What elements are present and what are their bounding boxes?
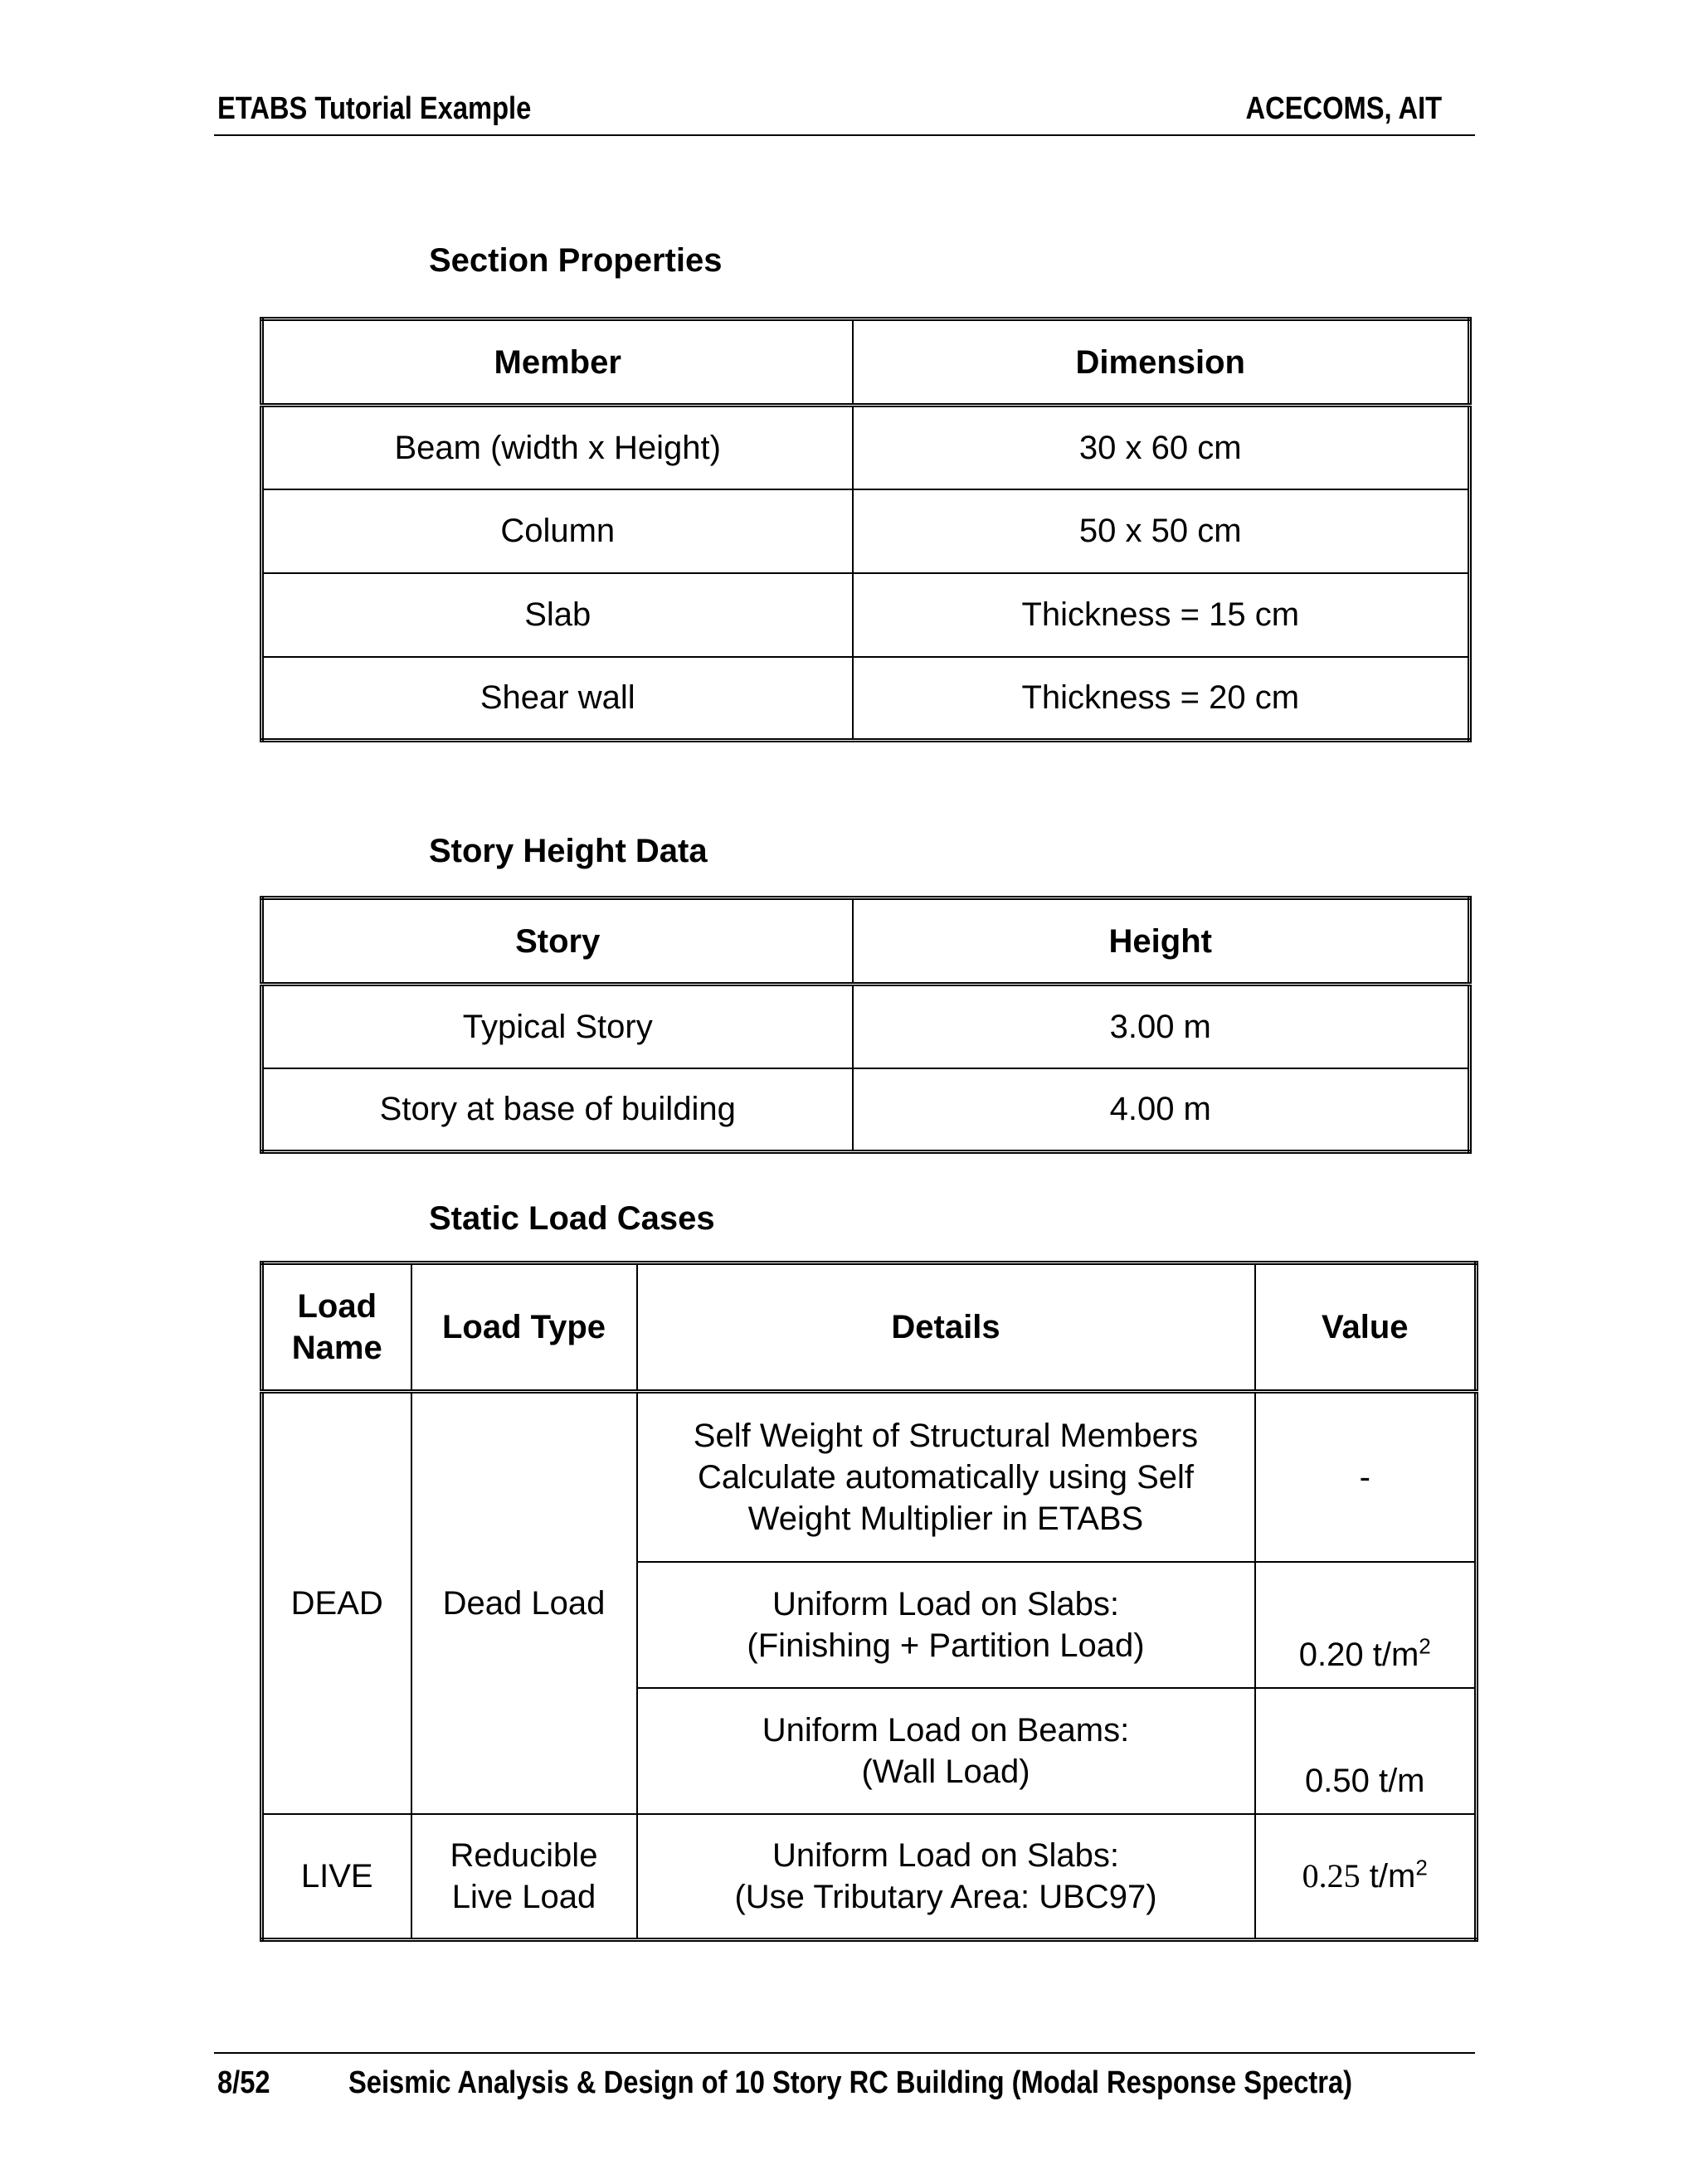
table-row (262, 985, 1470, 1068)
section-properties-title: Section Properties (429, 242, 723, 279)
details-line: (Finishing + Partition Load) (747, 1627, 1145, 1664)
details-line: (Wall Load) (861, 1753, 1030, 1790)
table-row (262, 1392, 1477, 1562)
value-number: 0.25 (1302, 1856, 1361, 1895)
load-name-header-line-1: Load Name (291, 1288, 382, 1366)
details-cell (637, 1814, 1255, 1940)
table-row (262, 1814, 1477, 1940)
details-line: Uniform Load on Slabs: (772, 1585, 1119, 1622)
page-number: 8/52 (217, 2065, 270, 2100)
column-header-dimension: Dimension (853, 319, 1470, 406)
dead-load-type-cell: Dead Load (411, 1392, 637, 1814)
section-properties-table (260, 317, 1472, 742)
load-type-line: Live Load (451, 1878, 596, 1915)
details-line: Self Weight of Structural Members (693, 1417, 1199, 1454)
static-load-cases-table (260, 1261, 1478, 1942)
table-row (262, 657, 1470, 741)
details-line: (Use Tributary Area: UBC97) (734, 1878, 1157, 1915)
value-cell: 0.50 t/m (1255, 1688, 1477, 1814)
table-row (262, 1068, 1470, 1152)
member-cell: Slab (262, 573, 853, 657)
member-cell: Beam (width x Height) (262, 406, 853, 489)
story-cell: Story at base of building (262, 1068, 853, 1152)
column-header-member: Member (262, 319, 853, 406)
value-cell (1255, 1814, 1477, 1940)
details-line: Weight Multiplier in ETABS (747, 1500, 1144, 1537)
height-cell: 4.00 m (853, 1068, 1470, 1152)
table-row (262, 406, 1470, 489)
column-header-details: Details (637, 1263, 1255, 1392)
member-cell: Column (262, 489, 853, 573)
details-line: Uniform Load on Beams: (762, 1711, 1130, 1749)
document-title: Seismic Analysis & Design of 10 Story RC Building (Modal Response Spectra) (348, 2065, 1353, 2100)
column-header-height: Height (853, 898, 1470, 985)
column-header-story: Story (262, 898, 853, 985)
live-load-name-cell: LIVE (262, 1814, 411, 1940)
details-cell (637, 1688, 1255, 1814)
value-unit: t/m (1360, 1857, 1416, 1895)
details-cell (637, 1562, 1255, 1688)
table-header-row (262, 319, 1470, 406)
column-header-load-name (262, 1263, 411, 1392)
table-header-row (262, 898, 1470, 985)
member-cell: Shear wall (262, 657, 853, 741)
dimension-cell: Thickness = 20 cm (853, 657, 1470, 741)
details-line: Calculate automatically using Self (697, 1458, 1195, 1496)
live-load-type-cell (411, 1814, 637, 1940)
details-cell (637, 1392, 1255, 1562)
dimension-cell: 30 x 60 cm (853, 406, 1470, 489)
dimension-cell: Thickness = 15 cm (853, 573, 1470, 657)
details-line: Uniform Load on Slabs: (772, 1836, 1119, 1874)
value-exponent: 2 (1419, 1633, 1431, 1659)
story-cell: Typical Story (262, 985, 853, 1068)
column-header-value: Value (1255, 1263, 1477, 1392)
table-header-row (262, 1263, 1477, 1392)
column-header-load-type: Load Type (411, 1263, 637, 1392)
static-load-cases-title: Static Load Cases (429, 1200, 715, 1237)
header-right-text: ACECOMS, AIT (1245, 91, 1442, 126)
header-left-text: ETABS Tutorial Example (217, 91, 532, 126)
load-type-line: Reducible (450, 1836, 598, 1874)
value-cell: - (1255, 1392, 1477, 1562)
story-height-title: Story Height Data (429, 833, 708, 869)
story-height-table (260, 896, 1472, 1154)
height-cell: 3.00 m (853, 985, 1470, 1068)
dimension-cell: 50 x 50 cm (853, 489, 1470, 573)
table-row (262, 489, 1470, 573)
value-exponent: 2 (1415, 1855, 1428, 1880)
page-footer (214, 2052, 1475, 2100)
table-row (262, 573, 1470, 657)
page-header (214, 83, 1475, 136)
dead-load-name-cell: DEAD (262, 1392, 411, 1814)
value-text: 0.20 t/m (1298, 1636, 1419, 1673)
value-cell (1255, 1562, 1477, 1688)
